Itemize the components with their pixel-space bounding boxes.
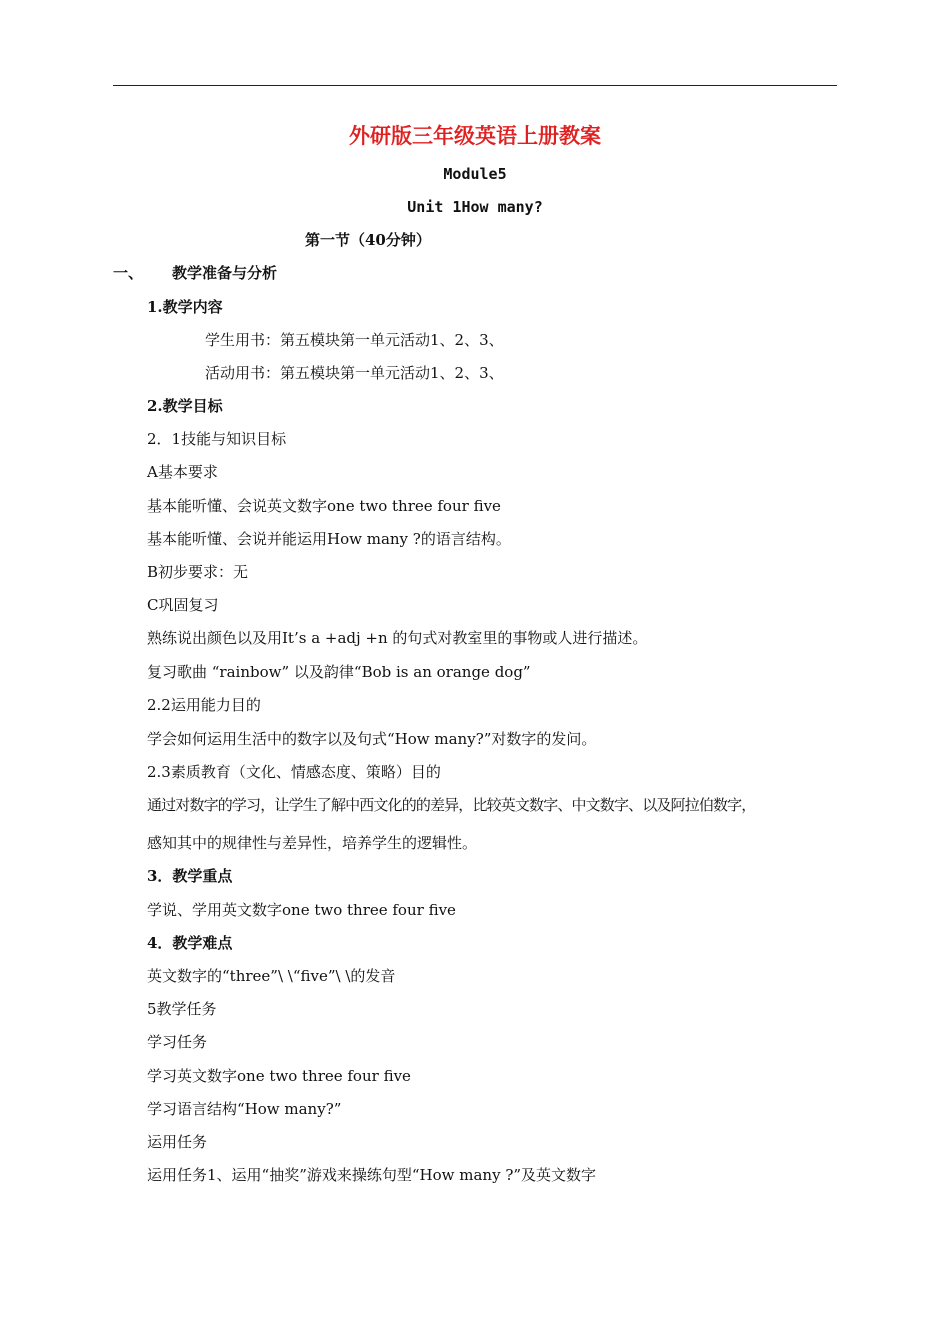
unit-heading: Unit 1How many? <box>407 198 543 216</box>
part-number: 一、 <box>113 264 144 282</box>
content-line: 感知其中的规律性与差异性，培养学生的逻辑性。 <box>147 834 478 852</box>
content-line: 英文数字的“three”\ \“five”\ \的发音 <box>147 967 396 985</box>
content-line: 活动用书：第五模块第一单元活动1、2、3、 <box>205 364 504 382</box>
content-line: C巩固复习 <box>147 596 219 614</box>
content-line: 运用任务 <box>147 1133 208 1151</box>
content-line: 基本能听懂、会说并能运用How many ?的语言结构。 <box>147 530 511 548</box>
content-line: B初步要求：无 <box>147 563 249 581</box>
content-line: 2．1技能与知识目标 <box>147 430 287 448</box>
content-line: A基本要求 <box>147 463 218 481</box>
content-line: 5教学任务 <box>147 1000 217 1018</box>
section-heading: 第一节（40分钟） <box>305 231 431 249</box>
subheading-content: 1.教学内容 <box>147 298 223 316</box>
content-line: 复习歌曲 “rainbow” 以及韵律“Bob is an orange dog” <box>147 663 531 681</box>
module-heading: Module5 <box>443 165 507 183</box>
content-line: 学习语言结构“How many?” <box>147 1100 342 1118</box>
content-line: 运用任务1、运用“抽奖”游戏来操练句型“How many ?”及英文数字 <box>147 1166 597 1184</box>
content-line: 2.3素质教育（文化、情感态度、策略）目的 <box>147 763 441 781</box>
header-rule <box>113 85 837 86</box>
part-heading: 教学准备与分析 <box>172 264 278 282</box>
subheading-goals: 2.教学目标 <box>147 397 223 415</box>
content-line: 学习任务 <box>147 1033 208 1051</box>
content-line: 学习英文数字one two three four five <box>147 1067 411 1085</box>
content-line: 学会如何运用生活中的数字以及句式“How many?”对数字的发问。 <box>147 730 597 748</box>
subheading-key-points: 3．教学重点 <box>147 867 233 885</box>
content-line: 基本能听懂、会说英文数字one two three four five <box>147 497 501 515</box>
content-line: 学生用书：第五模块第一单元活动1、2、3、 <box>205 331 504 349</box>
content-line: 通过对数字的学习，让学生了解中西文化的的差异，比较英文数字、中文数字、以及阿拉伯数字， <box>147 796 756 814</box>
content-line: 熟练说出颜色以及用It’s a +adj +n 的句式对教室里的事物或人进行描述。 <box>147 629 648 647</box>
content-line: 2.2运用能力目的 <box>147 696 261 714</box>
content-line: 学说、学用英文数字one two three four five <box>147 901 456 919</box>
subheading-difficulties: 4．教学难点 <box>147 934 233 952</box>
document-title: 外研版三年级英语上册教案 <box>349 123 601 148</box>
